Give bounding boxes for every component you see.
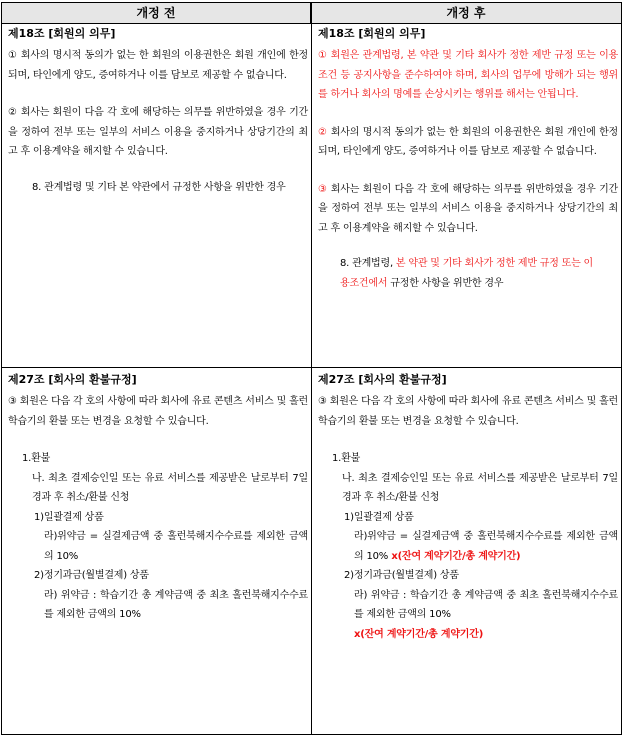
art18-after-p8-b: 본 약관 및 기타 회사가 정한 제반 규정 또는 이용조건에서 (340, 258, 594, 289)
art27-after-s1-ra-text: 라)위약금 = 실결제금액 중 홀런북해지수수료를 제외한 금액의 10% (354, 531, 618, 562)
art18-after-p8-a: 8. 관계법령, (340, 258, 396, 269)
art27-after-cell (318, 372, 618, 644)
art18-after-p3-num: ③ (318, 183, 328, 195)
comparison-table (1, 2, 622, 735)
art27-before-item1: 1.환불 (22, 453, 51, 464)
art27-after-s1-ra (318, 527, 618, 566)
art27-after-s1: 1)일괄결제 상품 (344, 511, 414, 523)
art18-before-p8: 8. 관계법령 및 기타 본 약관에서 규정한 사항을 위반한 경우 (32, 181, 286, 193)
art27-before-s1-ra: 라)위약금 = 실결제금액 중 홀런북해지수수료를 제외한 금액의 10% (44, 531, 308, 562)
art18-before-title: 제18조 [회원의 의무] (8, 27, 116, 40)
art27-after-s2: 2)정기과금(월별결제) 상품 (344, 570, 459, 581)
art18-after-p2-text: 회사의 명시적 동의가 없는 한 회원의 이용권한은 회원 개인에 한정되며, 타인에게 양도, 증여하거나 이를 담보로 제공할 수 없습니다. (318, 126, 618, 157)
art18-before-p2: ② 회사는 회원이 다음 각 호에 해당하는 의무를 위반하였을 경우 기간을 정하여 전부 또는 일부의 서비스 이용을 중지하거나 상당기간의 최고 후 이용계약을 해지할 수 있습니다. (8, 107, 308, 157)
art27-after-s2-ra: 라) 위약금 : 학습기간 총 계약금액 중 최초 홀런북해지수수료를 제외한 금액의 10% (354, 589, 618, 620)
art27-before-title: 제27조 [회사의 환불규정] (8, 373, 137, 386)
art27-before-s2: 2)정기과금(월별결제) 상품 (34, 570, 149, 581)
row-divider (2, 367, 621, 368)
art18-after-cell (318, 26, 618, 293)
art18-after-p3-text: 회사는 회원이 다음 각 호에 해당하는 의무를 위반하였을 경우 기간을 정하여 전부 또는 일부의 서비스 이용을 중지하거나 상당기간의 최고 후 이용계약을 해지할 수 있습니다. (318, 183, 618, 234)
art18-after-p2-num: ② (318, 126, 328, 138)
art18-before-cell (8, 26, 308, 197)
art27-before-intro: ③ 회원은 다음 각 호의 사항에 따라 회사에 유료 콘텐츠 서비스 및 홀런 학습기의 환불 또는 변경을 요청할 수 있습니다. (8, 396, 308, 427)
art27-before-cell (8, 372, 308, 625)
art18-after-p2 (318, 123, 618, 162)
column-divider (311, 3, 312, 734)
art27-after-title: 제27조 [회사의 환불규정] (318, 373, 447, 386)
art18-after-p1: ① 회원은 관계법령, 본 약관 및 기타 회사가 정한 제반 규정 또는 이용조건 등 공지사항을 준수하여야 하며, 회사의 업무에 방해가 되는 행위를 하거나 회사의 명예를 손상시키는 행위를 해서는 안됩니다. (318, 50, 618, 100)
header-before: 개정 전 (2, 3, 311, 24)
header-after: 개정 후 (311, 3, 621, 24)
art27-after-s1-ra-extra: x(잔여 계약기간/총 계약기간) (388, 550, 521, 562)
art18-after-p8-c: 규정한 사항을 위반한 경우 (387, 277, 504, 289)
art27-after-s2-ra-extra: x(잔여 계약기간/총 계약기간) (354, 628, 484, 640)
art27-before-s1: 1)일괄결제 상품 (34, 511, 104, 523)
art27-after-na: 나. 최초 결제승인일 또는 유료 서비스를 제공받은 날로부터 7일 경과 후 취소/환불 신청 (342, 472, 618, 503)
art18-before-p1: ① 회사의 명시적 동의가 없는 한 회원의 이용권한은 회원 개인에 한정되며, 타인에게 양도, 증여하거나 이를 담보로 제공할 수 없습니다. (8, 50, 308, 81)
art27-after-intro: ③ 회원은 다음 각 호의 사항에 따라 회사에 유료 콘텐츠 서비스 및 홀런 학습기의 환불 또는 변경을 요청할 수 있습니다. (318, 396, 618, 427)
art18-after-title: 제18조 [회원의 의무] (318, 27, 426, 40)
art27-after-item1: 1.환불 (332, 453, 361, 464)
art18-after-p3 (318, 180, 618, 239)
art18-after-p8 (318, 254, 618, 293)
art27-before-na: 나. 최초 결제승인일 또는 유료 서비스를 제공받은 날로부터 7일 경과 후 취소/환불 신청 (32, 472, 308, 503)
art27-before-s2-ra: 라) 위약금 : 학습기간 총 계약금액 중 최초 홀런북해지수수료를 제외한 금액의 10% (44, 589, 308, 620)
